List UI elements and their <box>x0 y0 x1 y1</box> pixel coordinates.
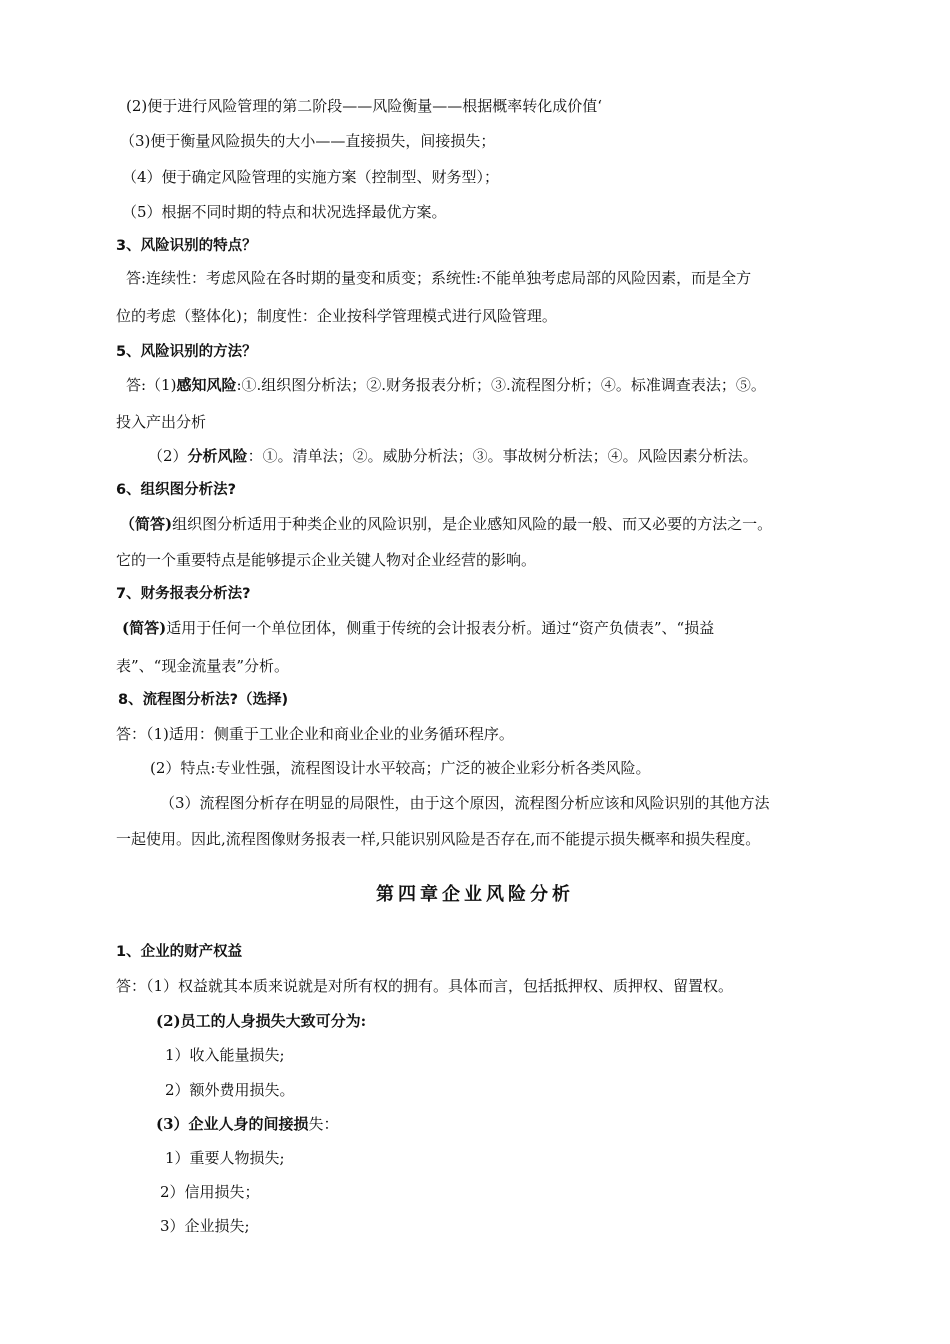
text-line: 位的考虑（整体化)；制度性：企业按科学管理模式进行风险管理。 <box>116 307 557 325</box>
list-item: 1）重要人物损失; <box>165 1149 285 1167</box>
text-line: 答：（1）权益就其本质来说就是对所有权的拥有。具体而言，包括抵押权、质押权、留置权。 <box>116 977 734 995</box>
text-run: ：①。清单法；②。威胁分析法；③。事故树分析法；④。风险因素分析法。 <box>247 447 758 465</box>
text-line: 表”、“现金流量表”分析。 <box>116 657 290 675</box>
text-line: （3）流程图分析存在明显的局限性，由于这个原因，流程图分析应该和风险识别的其他方法 <box>160 794 770 812</box>
bold-term: 分析风险 <box>187 447 248 465</box>
text-line <box>120 514 772 534</box>
text-run: 组织图分析适用于种类企业的风险识别，是企业感知风险的最一般、而又必要的方法之一。 <box>172 515 773 533</box>
text-line <box>148 446 758 466</box>
list-item: 1）收入能量损失; <box>165 1046 285 1064</box>
question-heading: 5、风险识别的方法？ <box>116 344 257 360</box>
text-line <box>126 375 766 395</box>
chapter-title: 第四章企业风险分析 <box>376 884 574 905</box>
text-line: （4）便于确定风险管理的实施方案（控制型、财务型）； <box>122 168 500 186</box>
item-number: （2） <box>148 447 188 465</box>
text-line: （5）根据不同时期的特点和状况选择最优方案。 <box>122 203 447 221</box>
text-line <box>156 1114 339 1134</box>
text-run: 失： <box>308 1115 339 1133</box>
list-item: 2）信用损失； <box>160 1183 260 1201</box>
bold-term: (简答) <box>122 619 167 637</box>
bold-term: （简答) <box>120 515 173 533</box>
text-line: (2）特点:专业性强，流程图设计水平较高；广泛的被企业彩分析各类风险。 <box>150 759 651 777</box>
question-heading: 7、财务报表分析法? <box>116 586 251 602</box>
question-heading: 8、流程图分析法?（选择) <box>118 692 289 708</box>
list-item: 3）企业损失; <box>160 1217 250 1235</box>
bold-subheading: (3）企业人身的间接损 <box>156 1115 309 1133</box>
text-line <box>122 618 714 638</box>
text-line: 答:连续性：考虑风险在各时期的量变和质变；系统性:不能单独考虑局部的风险因素，而是全方 <box>126 269 752 287</box>
text-line: 它的一个重要特点是能够提示企业关键人物对企业经营的影响。 <box>116 551 537 569</box>
text-run: :①.组织图分析法；②.财务报表分析；③.流程图分析；④。标准调查表法；⑤。 <box>236 376 766 394</box>
question-heading: 3、风险识别的特点？ <box>116 238 257 254</box>
list-item: 2）额外费用损失。 <box>165 1081 295 1099</box>
question-heading: 1、企业的财产权益 <box>116 944 243 960</box>
question-heading: 6、组织图分析法? <box>116 482 236 498</box>
bold-subheading: (2)员工的人身损失大致可分为: <box>156 1012 367 1030</box>
text-line: 答：（1)适用：侧重于工业企业和商业企业的业务循环程序。 <box>116 725 514 743</box>
answer-prefix: 答:（1) <box>126 376 177 394</box>
text-line: （3)便于衡量风险损失的大小——直接损失，间接损失； <box>120 132 496 150</box>
text-line: 一起使用。因此,流程图像财务报表一样,只能识别风险是否存在,而不能提示损失概率和损失程度。 <box>116 830 761 848</box>
text-line: (2)便于进行风险管理的第二阶段——风险衡量——根据概率转化成价值‘ <box>126 97 603 115</box>
text-line: 投入产出分析 <box>116 413 207 431</box>
bold-term: 感知风险 <box>176 376 237 394</box>
text-run: 适用于任何一个单位团体，侧重于传统的会计报表分析。通过“资产负债表”、“损益 <box>166 619 715 637</box>
